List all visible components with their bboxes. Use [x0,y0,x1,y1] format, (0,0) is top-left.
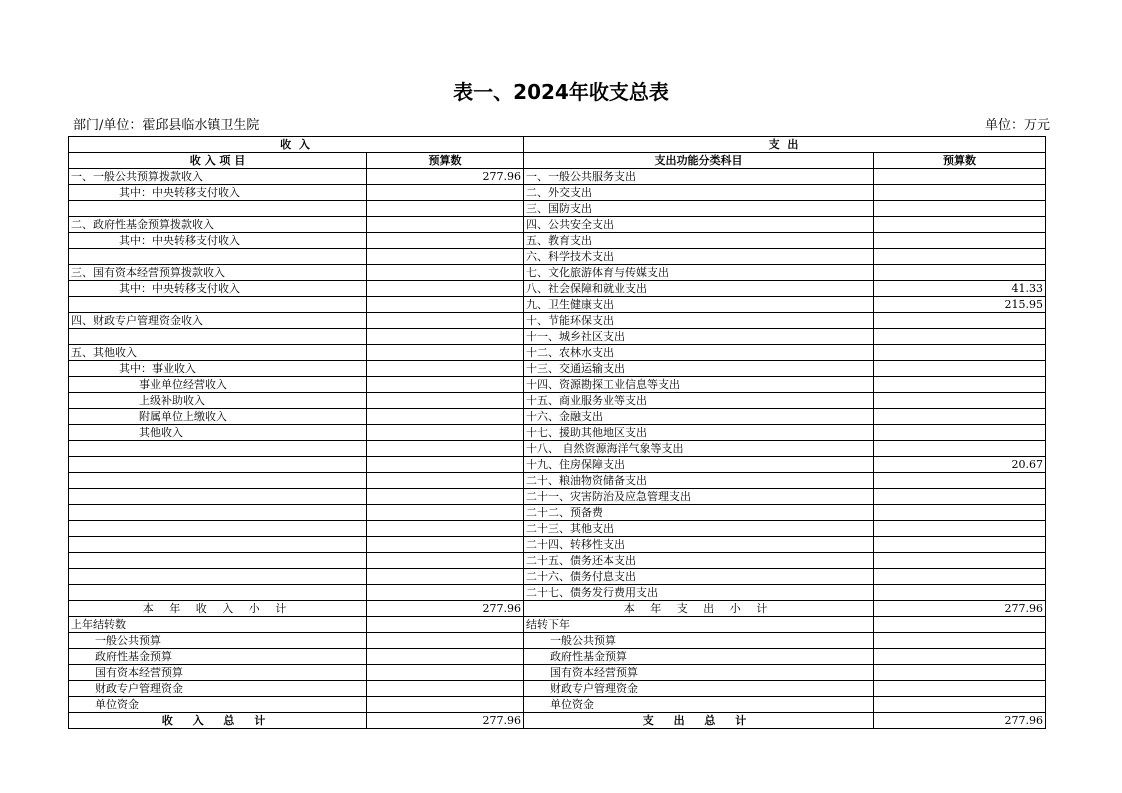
page-title: 表一、2024年收支总表 [453,80,669,104]
table-body [69,169,1046,601]
income-value-cell [367,457,524,473]
expense-value-cell [874,569,1046,585]
expense-item-cell: 一、一般公共服务支出 [524,169,874,185]
carry-expense-value-cell [874,697,1046,713]
carry-expense-cell: 财政专户管理资金 [524,681,874,697]
income-value-cell [367,585,524,601]
expense-item-cell: 二十三、其他支出 [524,521,874,537]
expense-value-cell [874,313,1046,329]
expense-value-cell [874,585,1046,601]
expense-item-cell: 十四、资源勘探工业信息等支出 [524,377,874,393]
income-value-cell [367,377,524,393]
income-value-cell [367,553,524,569]
income-item-cell: 三、国有资本经营预算拨款收入 [69,265,367,281]
total-row [69,713,1046,729]
expense-value-cell: 215.95 [874,297,1046,313]
carry-income-value-cell [367,665,524,681]
carry-row [69,633,1046,649]
expense-item-cell: 五、教育支出 [524,233,874,249]
budget-summary-table [68,136,1046,729]
table-row [69,425,1046,441]
income-item-cell [69,569,367,585]
income-item-cell [69,249,367,265]
expense-value-cell [874,537,1046,553]
carry-expense-cell: 一般公共预算 [524,633,874,649]
expense-item-cell: 二十一、灾害防治及应急管理支出 [524,489,874,505]
income-item-cell: 其中：事业收入 [69,361,367,377]
table-row [69,473,1046,489]
carry-expense-value-cell [874,649,1046,665]
carry-income-cell: 一般公共预算 [69,633,367,649]
expense-item-cell: 六、科学技术支出 [524,249,874,265]
expense-subtotal-label: 本 年 支 出 小 计 [524,601,874,617]
carry-income-cell: 上年结转数 [69,617,367,633]
table-row [69,249,1046,265]
table-row [69,217,1046,233]
expense-item-cell: 二十六、债务付息支出 [524,569,874,585]
table-row [69,265,1046,281]
expense-item-cell: 十八、 自然资源海洋气象等支出 [524,441,874,457]
table-row [69,457,1046,473]
expense-item-cell: 十七、援助其他地区支出 [524,425,874,441]
carry-expense-cell: 结转下年 [524,617,874,633]
table-row [69,313,1046,329]
table-row [69,441,1046,457]
section-header-row [69,137,1046,153]
income-item-cell [69,441,367,457]
column-header-row [69,153,1046,169]
expense-total-label: 支 出 总 计 [524,713,874,729]
expense-value-cell [874,553,1046,569]
carry-expense-cell: 政府性基金预算 [524,649,874,665]
table-row [69,281,1046,297]
income-item-cell: 五、其他收入 [69,345,367,361]
carry-row [69,697,1046,713]
expense-item-cell: 三、国防支出 [524,201,874,217]
income-section-header: 收 入 [69,137,524,153]
carry-row [69,617,1046,633]
income-value-cell [367,425,524,441]
expense-value-cell [874,521,1046,537]
expense-item-cell: 八、社会保障和就业支出 [524,281,874,297]
income-item-cell: 其中：中央转移支付收入 [69,233,367,249]
carry-row [69,665,1046,681]
income-item-cell [69,585,367,601]
carry-income-value-cell [367,697,524,713]
table-row [69,393,1046,409]
expense-value-cell [874,361,1046,377]
income-item-cell [69,537,367,553]
expense-value-cell [874,345,1046,361]
expense-item-cell: 二十二、预备费 [524,505,874,521]
expense-value-cell [874,329,1046,345]
expense-value-cell: 41.33 [874,281,1046,297]
table-row [69,233,1046,249]
income-item-cell: 上级补助收入 [69,393,367,409]
expense-budget-header: 预算数 [874,153,1046,169]
expense-value-cell [874,425,1046,441]
income-total-value: 277.96 [367,713,524,729]
expense-item-cell: 二十四、转移性支出 [524,537,874,553]
carry-income-value-cell [367,681,524,697]
income-item-cell: 一、一般公共预算拨款收入 [69,169,367,185]
expense-value-cell [874,217,1046,233]
expense-value-cell [874,473,1046,489]
income-value-cell [367,489,524,505]
income-subtotal-label: 本 年 收 入 小 计 [69,601,367,617]
income-value-cell [367,329,524,345]
table-row [69,553,1046,569]
table-row [69,297,1046,313]
income-value-cell [367,297,524,313]
table-row [69,201,1046,217]
income-value-cell [367,201,524,217]
income-value-cell [367,233,524,249]
income-value-cell [367,217,524,233]
carry-expense-value-cell [874,665,1046,681]
carry-income-cell: 国有资本经营预算 [69,665,367,681]
table-row [69,329,1046,345]
expense-item-cell: 十九、住房保障支出 [524,457,874,473]
income-value-cell [367,249,524,265]
expense-item-cell: 十五、商业服务业等支出 [524,393,874,409]
department-label: 部门/单位：霍邱县临水镇卫生院 [73,118,260,133]
expense-value-cell [874,265,1046,281]
carry-expense-value-cell [874,617,1046,633]
expense-item-cell: 二、外交支出 [524,185,874,201]
expense-value-cell [874,409,1046,425]
income-value-cell [367,521,524,537]
income-subtotal-value: 277.96 [367,601,524,617]
table-row [69,505,1046,521]
income-value-cell [367,281,524,297]
table-row [69,585,1046,601]
carry-body [69,601,1046,713]
expense-item-cell: 十三、交通运输支出 [524,361,874,377]
carry-income-value-cell [367,649,524,665]
income-value-cell [367,409,524,425]
subtotal-row [69,601,1046,617]
expense-item-cell: 二十七、债务发行费用支出 [524,585,874,601]
table-row [69,409,1046,425]
income-item-cell [69,553,367,569]
table-row [69,489,1046,505]
table-row [69,569,1046,585]
income-value-cell [367,473,524,489]
income-item-header: 收 入 项 目 [69,153,367,169]
income-item-cell: 二、政府性基金预算拨款收入 [69,217,367,233]
expense-item-cell: 九、卫生健康支出 [524,297,874,313]
expense-value-cell [874,441,1046,457]
expense-value-cell [874,393,1046,409]
income-item-cell: 四、财政专户管理资金收入 [69,313,367,329]
expense-value-cell [874,377,1046,393]
income-item-cell [69,457,367,473]
income-value-cell [367,569,524,585]
carry-income-cell: 单位资金 [69,697,367,713]
table-row [69,521,1046,537]
income-item-cell: 事业单位经营收入 [69,377,367,393]
expense-item-cell: 十二、农林水支出 [524,345,874,361]
expense-value-cell [874,249,1046,265]
income-item-cell: 其中：中央转移支付收入 [69,185,367,201]
expense-item-cell: 七、文化旅游体育与传媒支出 [524,265,874,281]
table-row [69,169,1046,185]
carry-row [69,681,1046,697]
expense-item-cell: 十六、金融支出 [524,409,874,425]
carry-expense-value-cell [874,681,1046,697]
carry-income-cell: 政府性基金预算 [69,649,367,665]
expense-value-cell [874,185,1046,201]
carry-income-cell: 财政专户管理资金 [69,681,367,697]
income-item-cell: 其他收入 [69,425,367,441]
expense-item-cell: 四、公共安全支出 [524,217,874,233]
total-body [69,713,1046,729]
income-budget-header: 预算数 [367,153,524,169]
income-item-cell [69,329,367,345]
income-item-cell [69,489,367,505]
income-value-cell [367,441,524,457]
unit-label: 单位：万元 [984,118,1050,133]
income-value-cell [367,345,524,361]
income-item-cell [69,521,367,537]
income-value-cell [367,361,524,377]
table-row [69,537,1046,553]
carry-expense-value-cell [874,633,1046,649]
expense-value-cell: 20.67 [874,457,1046,473]
expense-value-cell [874,169,1046,185]
expense-value-cell [874,233,1046,249]
expense-value-cell [874,505,1046,521]
income-item-cell: 其中：中央转移支付收入 [69,281,367,297]
income-item-cell [69,297,367,313]
income-value-cell [367,505,524,521]
carry-row [69,649,1046,665]
income-value-cell [367,265,524,281]
expense-section-header: 支 出 [524,137,1046,153]
income-item-cell [69,473,367,489]
income-item-cell: 附属单位上缴收入 [69,409,367,425]
table-row [69,361,1046,377]
expense-value-cell [874,489,1046,505]
income-total-label: 收 入 总 计 [69,713,367,729]
income-value-cell: 277.96 [367,169,524,185]
carry-expense-cell: 国有资本经营预算 [524,665,874,681]
expense-item-cell: 十一、城乡社区支出 [524,329,874,345]
table-row [69,185,1046,201]
expense-subtotal-value: 277.96 [874,601,1046,617]
income-item-cell [69,505,367,521]
expense-item-header: 支出功能分类科目 [524,153,874,169]
carry-income-value-cell [367,633,524,649]
income-value-cell [367,313,524,329]
expense-item-cell: 十、节能环保支出 [524,313,874,329]
table-row [69,377,1046,393]
expense-item-cell: 二十五、债务还本支出 [524,553,874,569]
expense-value-cell [874,201,1046,217]
income-value-cell [367,185,524,201]
income-value-cell [367,393,524,409]
expense-total-value: 277.96 [874,713,1046,729]
income-item-cell [69,201,367,217]
carry-income-value-cell [367,617,524,633]
carry-expense-cell: 单位资金 [524,697,874,713]
income-value-cell [367,537,524,553]
expense-item-cell: 二十、粮油物资储备支出 [524,473,874,489]
table-row [69,345,1046,361]
